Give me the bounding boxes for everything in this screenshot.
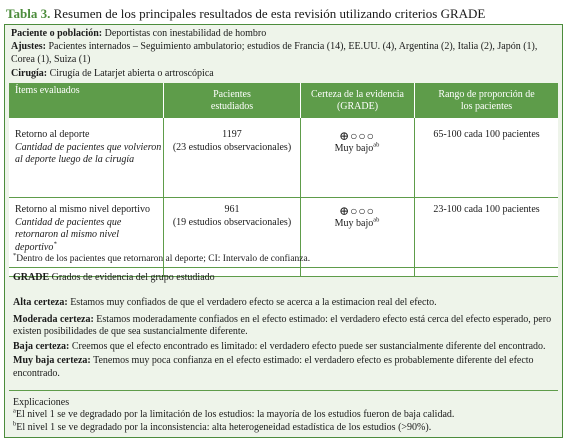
grade-level-high: Alta certeza: Estamos muy confiados de que el verdadero efecto se acerca a la estimacion real del efecto. — [13, 297, 437, 308]
certainty-rating-icon: ⊕○○○ — [339, 204, 375, 218]
row-patients: 961 (19 estudios observacionales) — [172, 204, 292, 228]
grade-levels — [13, 297, 556, 383]
population-info — [11, 27, 559, 80]
table-number: Tabla 3. — [6, 6, 51, 21]
table-title: Resumen de los principales resultados de esta revisión utilizando criterios GRADE — [53, 6, 486, 21]
header-range: Rango de proporción de los pacientes — [438, 88, 535, 112]
row-certainty: ⊕○○○ Muy bajo$^{ab}$ — [301, 204, 413, 231]
row-patients: 1197 (23 estudios observacionales) — [172, 129, 292, 153]
row-certainty: ⊕○○○ Muy bajo$^{ab}$ — [301, 129, 413, 156]
table-header — [9, 83, 558, 118]
explanations — [13, 397, 556, 434]
header-items: Ítems evaluados — [15, 85, 80, 96]
info-population: Paciente o población: Deportistas con inestabilidad de hombro — [11, 28, 267, 39]
explanation-b: $^b$El nivel 1 se ve degradado por la inconsistencia: alta heterogeneidad estadística de los estudios (>90%). — [13, 420, 432, 433]
grade-title: GRADE Grados de evidencia del grupo estudiado — [13, 272, 215, 283]
table-caption — [6, 5, 562, 23]
grade-level-low: Baja certeza: Creemos que el efecto encontrado es limitado: el verdadero efecto puede ser sustancialmente diferente del encontrado. — [13, 340, 546, 352]
info-surgery: Cirugía: Cirugía de Latarjet abierta o artroscópica — [11, 67, 214, 79]
explanations-title: Explicaciones — [13, 397, 70, 408]
grade-level-moderate: Moderada certeza: Estamos moderadamente confiados en el efecto estimado: el verdadero efecto está cerca del efecto esperado, pero existen posibilidades de que sea sustancialmente diferente. — [13, 313, 552, 338]
row-item: Retorno al deporte Cantidad de pacientes que volvieron al deporte luego de la cirugía — [15, 129, 162, 165]
header-certainty: Certeza de la evidencia (GRADE) — [311, 88, 404, 112]
certainty-rating-icon: ⊕○○○ — [339, 129, 375, 143]
header-patients: Pacientes estudiados — [210, 88, 254, 112]
table-footnote: *Dentro de los pacientes que retornaron al deporte; CI: Intervalo de confianza. — [13, 251, 311, 264]
table-frame — [4, 24, 563, 438]
info-settings: Ajustes: Pacientes internados – Seguimiento ambulatorio; estudios de Francia (14), EE.UU. (4), Argentina (2), Italia (2), Japón (1), Corea (1), Suiza (1) — [11, 41, 538, 66]
explanation-a: $^a$El nivel 1 se ve degradado por la limitación de los estudios: la mayoría de los estudios fueron de baja calidad. — [13, 408, 455, 421]
grade-level-very-low: Muy baja certeza: Tenemos muy poca confianza en el efecto estimado: el verdadero efecto es probablemente diferente del efecto encontrado. — [13, 355, 534, 379]
row-range: 23-100 cada 100 pacientes — [433, 204, 540, 215]
row-item: Retorno al mismo nivel deportivo Cantidad de pacientes que retornaron al mismo nivel deportivo* — [15, 204, 150, 253]
row-range: 65-100 cada 100 pacientes — [433, 129, 540, 140]
